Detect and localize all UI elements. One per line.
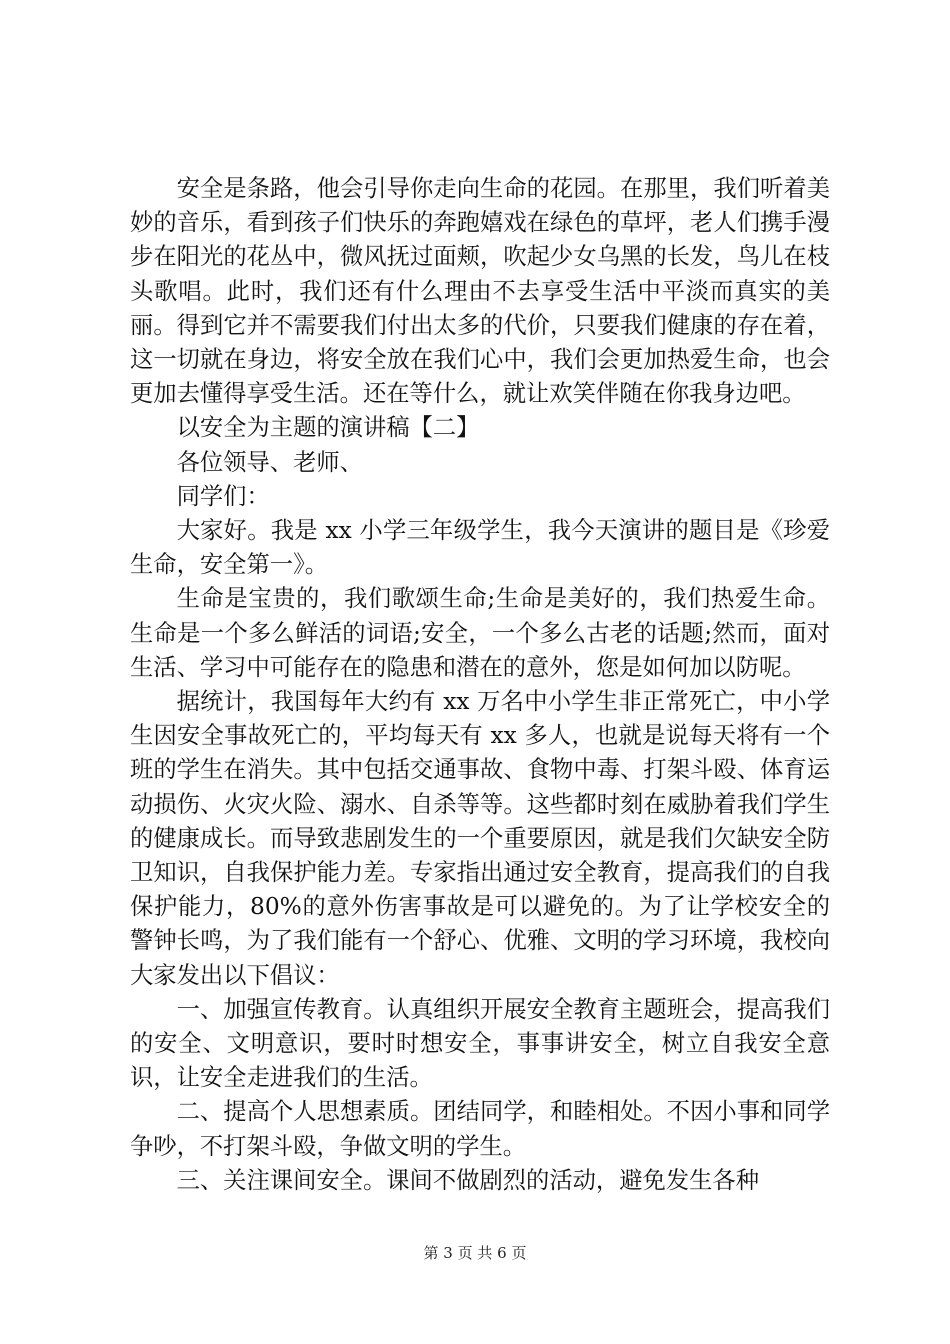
paragraph-intro: 安全是条路，他会引导你走向生命的花园。在那里，我们听着美妙的音乐，看到孩子们快乐的奔跑嬉戏在绿色的草坪，老人们携手漫步在阳光的花丛中，微风抚过面颊，吹起少女乌黑的长发，鸟儿在枝头歌唱。此时，我们还有什么理由不去享受生活中平淡而真实的美丽。得到它并不需要我们付出太多的代价，只要我们健康的存在着，这一切就在身边，将安全放在我们心中，我们会更加热爱生命，也会更加去懂得享受生活。还在等什么，就让欢笑伴随在你我身边吧。 [130,175,830,408]
paragraph-greeting: 大家好。我是 xx 小学三年级学生，我今天演讲的题目是《珍爱生命，安全第一》。 [130,517,830,579]
salutation-students: 同学们： [176,482,270,510]
salutation-leaders: 各位领导、老师、 [176,448,363,476]
paragraph-point-two: 二、提高个人思想素质。团结同学，和睦相处。不因小事和同学争吵，不打架斗殴，争做文明的学生。 [130,1098,830,1160]
paragraph-life: 生命是宝贵的，我们歌颂生命;生命是美好的，我们热爱生命。生命是一个多么鲜活的词语;安全，一个多么古老的话题;然而，面对生活、学习中可能存在的隐患和潜在的意外，您是如何加以防呢。 [130,585,830,681]
section-heading: 以安全为主题的演讲稿【二】 [176,414,480,442]
document-body [130,172,830,1198]
paragraph-point-three: 三、关注课间安全。课间不做剧烈的活动，避免发生各种 [176,1166,760,1194]
page-footer: 第 3 页 共 6 页 [423,1244,527,1262]
paragraph-point-one: 一、加强宣传教育。认真组织开展安全教育主题班会，提高我们的安全、文明意识，要时时想安全，事事讲安全，树立自我安全意识，让安全走进我们的生活。 [130,995,830,1092]
paragraph-statistics: 据统计，我国每年大约有 xx 万名中小学生非正常死亡，中小学生因安全事故死亡的，平均每天有 xx 多人，也就是说每天将有一个班的学生在消失。其中包括交通事故、食物中毒、打架斗殴、体育运动损伤、火灾火险、溺水、自杀等等。这些都时刻在威胁着我们学生的健康成长。而导致悲剧发生的一个重要原因，就是我们欠缺安全防卫知识，自我保护能力差。专家指出通过安全教育，提高我们的自我保护能力，80%的意外伤害事故是可以避免的。为了让学校安全的警钟长鸣，为了我们能有一个舒心、优雅、文明的学习环境，我校向大家发出以下倡议： [130,688,830,989]
